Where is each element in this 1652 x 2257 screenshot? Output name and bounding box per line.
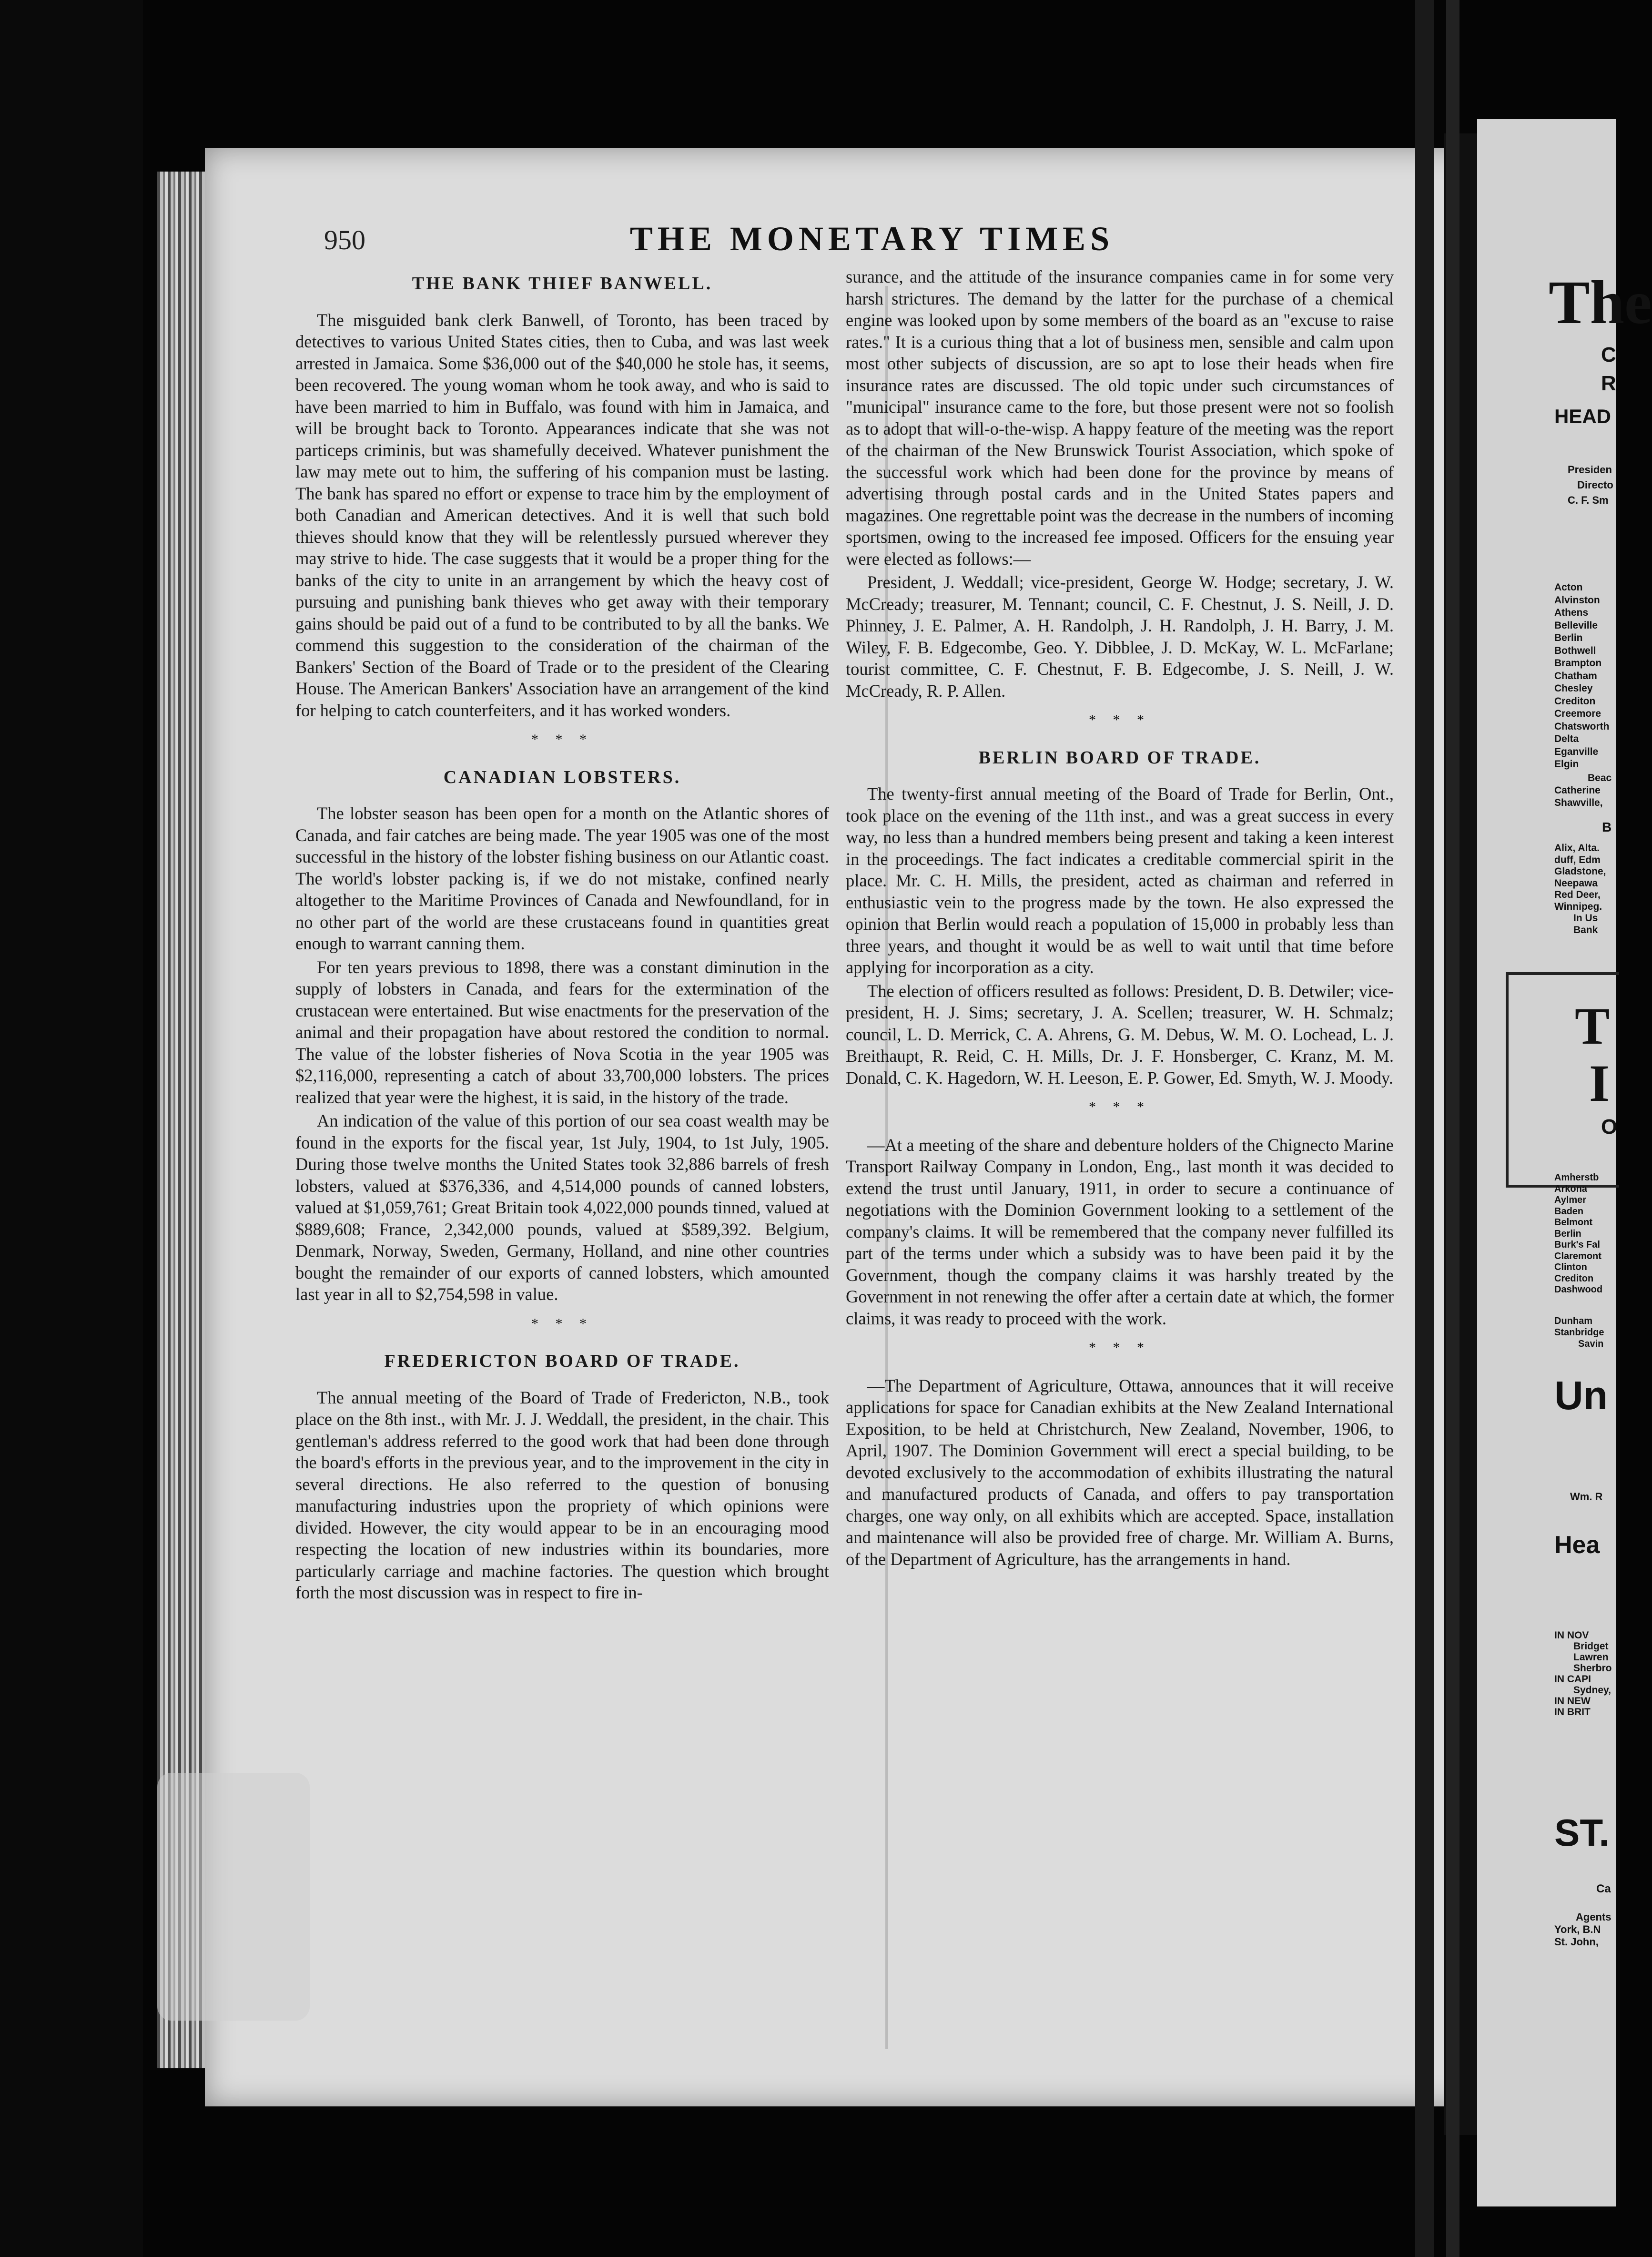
adjacent-branch-list-5	[1554, 1315, 1604, 1350]
article-title-lobsters: CANADIAN LOBSTERS.	[443, 767, 681, 787]
branch: Aylmer	[1554, 1195, 1587, 1205]
article-paragraph: An indication of the value of this portion of our sea coast wealth may be found in the exports for the fiscal year, 1st July, 1904, to 1st July, 1905. During those twelve months the United States took 32,886 barrels of fresh lobsters, valued at $376,336, and 4,514,000 pounds of canned lobsters, valued at $1,059,761; Great Britain took 4,022,000 pounds tinned, valued at $889,608; France, 2,342,000 pounds, valued at $589,392. Belgium, Denmark, Norway, Sweden, Germany, Holland, and nine other countries bought the remainder of our exports of canned lobsters, which amounted last year in all to $2,754,598 in value.	[295, 1111, 829, 1304]
branch: Crediton	[1554, 1273, 1594, 1284]
region: Bridget	[1573, 1641, 1609, 1652]
region: IN CAPI	[1554, 1674, 1591, 1685]
right-column	[846, 266, 1394, 1572]
adjacent-label-b: B	[1602, 820, 1612, 834]
adjacent-region-list	[1554, 1630, 1612, 1718]
section-separator: * * *	[1089, 1340, 1151, 1355]
adjacent-officers	[1568, 462, 1613, 508]
fredericton-officers: President, J. Weddall; vice-president, George W. Hodge; secretary, J. W. McCready; treasurer, M. Tennant; council, C. F. Chestnut, J. S. Neill, J. D. Phinney, J. E. Palmer, A. H. Randolph, J. H. Randolph, J. H. Barry, J. M. Wiley, F. B. Edgecombe, Geo. Y. Dibblee, J. D. McKay, W. L. McFarlane; tourist committee, C. F. Chestnut, F. B. Edgecombe, J. S. Neill, J. W. McCready, R. P. Allen.	[846, 572, 1394, 701]
adjacent-branch-list-3	[1554, 843, 1606, 936]
branch: Acton	[1554, 582, 1583, 593]
adjacent-branch-list-4	[1554, 1172, 1602, 1296]
adjacent-ad-letter: T	[1575, 997, 1610, 1055]
section-separator: * * *	[1089, 1099, 1151, 1115]
article-body-fredericton	[295, 1387, 829, 1604]
page-number: 950	[324, 224, 365, 255]
section-separator: * * *	[531, 1315, 593, 1332]
article-title-berlin: BERLIN BOARD OF TRADE.	[978, 747, 1261, 768]
branch: Alvinston	[1554, 594, 1600, 606]
branch: Winnipeg.	[1554, 901, 1602, 912]
branch: Baden	[1554, 1206, 1584, 1217]
officer-line: C. F. Sm	[1568, 494, 1609, 506]
article-chignecto: —At a meeting of the share and debenture holders of the Chignecto Marine Transport Railway Company in London, Eng., last month it was decided to extend the trust until January, 1911, in order to secure a continuance of negotiations with the Dominion Government looking to a settlement of the company's claims. It will be remembered that the company never fulfilled its part of the terms under which a subsidy was to have been paid it by the Government, though the company claims it was harshly treated by the Government in not renewing the offer after a certain date at which, the former claims, it was ready to proceed with the work.	[846, 1135, 1394, 1328]
branch: Clinton	[1554, 1262, 1587, 1272]
region: Sydney,	[1573, 1685, 1611, 1696]
branch: Savin	[1578, 1339, 1604, 1349]
branch: In Us	[1573, 913, 1598, 924]
adjacent-ad-letter: O	[1601, 1115, 1618, 1139]
branch: Arkona	[1554, 1183, 1587, 1194]
thumb-shadow	[157, 1773, 310, 2021]
branch: Crediton	[1554, 695, 1596, 707]
section-separator: * * *	[531, 732, 593, 747]
branch: Creemore	[1554, 708, 1601, 719]
region: Sherbro	[1573, 1663, 1612, 1674]
branch: Dashwood	[1554, 1284, 1603, 1295]
fredericton-text-end: surance, and the attitude of the insurance companies came in for some very harsh strictures. The demand by the latter for the purchase of a chemical engine was looked upon by some members of the board as an "excuse to raise rates." It is a curious thing that a lot of business men, sensible and calm upon most other subjects of discussion, are so apt to lose their heads when fire insurance rates are discussed. The old topic under such circumstances of "municipal" insurance came to the fore, but those present were not so foolish as to adopt that will-o-the-wisp. A happy feature of the meeting was the report of the chairman of the New Brunswick Tourist Association, which spoke of the successful work which had been done for the province by means of advertising through postal cards and in the United States papers and magazines. One regrettable point was the decrease in the numbers of incoming sportsmen, owing to the increased fee imposed. Officers for the ensuing year were elected as follows:—	[846, 267, 1394, 569]
film-border	[1415, 0, 1434, 2257]
article-agriculture: —The Department of Agriculture, Ottawa, announces that it will receive applications for space for Canadian exhibits at the New Zealand International Exposition, to be held at Christchurch, New Zealand, November, 1906, to April, 1907. The Dominion Government will erect a special building, to be devoted exclusively to the accommodation of exhibits illustrating the natural and manufactured products of Canada, and offers to pay transportation charges, one way only, on all exhibits which are accepted. Space, installation and maintenance will also be provided free of charge. Mr. William A. Burns, of the Department of Agriculture, has the arrangements in hand.	[846, 1375, 1394, 1569]
branch: Bothwell	[1554, 645, 1596, 656]
article-title-fredericton: FREDERICTON BOARD OF TRADE.	[384, 1351, 740, 1371]
fredericton-text-start: The annual meeting of the Board of Trade of Fredericton, N.B., took place on the 8th inst., with Mr. J. J. Weddall, the president, in the chair. This gentleman's address referred to the good work that had been done through the board's efforts in the previous year, and to the improvement in the city in several directions. He also referred to the question of bonusing manufacturing industries upon the propriety of which opinions were divided. However, the city would appear to be in an encouraging mood respecting the location of new industries within its boundaries, more particularly carriage and machine factories. The question which brought forth the most discussion was in respect to fire in-	[295, 1387, 829, 1602]
branch: Berlin	[1554, 632, 1583, 643]
agent-line: York, B.N	[1554, 1923, 1601, 1935]
branch: Chatham	[1554, 670, 1597, 681]
article-body-banwell: The misguided bank clerk Banwell, of Toronto, has been traced by detectives to various United States cities, then to Cuba, and was last week arrested in Jamaica. Some $36,000 out of the $40,000 he stole has, it seems, been recovered. The young woman whom he took away, and who is said to have been married to him in Buffalo, was found with him in Jamaica, and will be brought back to Toronto. Appearances indicate that she was not particeps criminis, but was shamefully deceived. Whatever punishment the law may mete out to him, the suffering of his companion must be lasting. The bank has spared no effort or expense to trace him by the employment of both Canadian and American detectives. And it is well that such bold thieves should know that they will be relentlessly pursued wherever they may strive to hide. The case suggests that it would be a proper thing for the banks of the city to unite in an arrangement by which the heavy cost of pursuing and punishing bank thieves who get away with their temporary gains should be paid out of a fund to be contributed to by all the banks. We commend this suggestion to the consideration of the chairman of the Bankers' Section of the Board of Trade or to the president of the Clearing House. The American Bankers' Association have an arrangement of the kind for helping to catch counterfeiters, and it has worked wonders.	[295, 310, 829, 720]
region: IN BRIT	[1554, 1707, 1591, 1718]
branch: Belleville	[1554, 620, 1598, 631]
branch: Beac	[1588, 773, 1612, 783]
article-paragraph: The twenty-first annual meeting of the Board of Trade for Berlin, Ont., took place on the evening of the 11th inst., and was a great success in every way, no less than a hundred members being present and taking a keen interest in the proceedings. The fact indicates a creditable commercial spirit in the place. Mr. C. H. Mills, the president, acted as chairman and referred in enthusiastic vein to the progress made by the town. He also expressed the opinion that Berlin would reach a population of 15,000 in probably less than three years, and thought it would be as well to wait until that time before applying for incorporation as a city.	[846, 784, 1394, 977]
article-paragraph: The election of officers resulted as follows: President, D. B. Detwiler; vice-president, H. J. Sims; secretary, J. A. Scellen; treasurer, W. H. Schmalz; council, L. D. Merrick, C. A. Ahrens, G. M. Debus, W. M. O. Lochead, L. J. Breithaupt, R. Reid, C. H. Mills, Dr. J. F. Honsberger, C. Kranz, M. M. Donald, C. K. Hagedorn, W. H. Leeson, E. P. Gower, Ed. Smyth, W. J. Moody.	[846, 981, 1394, 1088]
branch: Amherstb	[1554, 1172, 1599, 1183]
adjacent-heading-hea: Hea	[1554, 1531, 1600, 1559]
adjacent-heading-st: ST.	[1554, 1811, 1610, 1854]
branch: Athens	[1554, 607, 1589, 618]
masthead: THE MONETARY TIMES	[629, 220, 1115, 258]
branch: Dunham	[1554, 1316, 1592, 1326]
fredericton-text-continued	[846, 266, 1394, 569]
region: Lawren	[1573, 1652, 1609, 1663]
region: IN NOV	[1554, 1630, 1589, 1641]
article-title-banwell: THE BANK THIEF BANWELL.	[412, 274, 713, 294]
officer-line: Presiden	[1568, 464, 1612, 476]
adjacent-ca: Ca	[1596, 1882, 1611, 1895]
film-border	[1446, 0, 1459, 2257]
page-header	[305, 214, 1439, 262]
adjacent-line-r: R	[1601, 372, 1616, 395]
region: IN NEW	[1554, 1696, 1591, 1707]
branch: Catherine	[1554, 785, 1601, 796]
branch: duff, Edm	[1554, 854, 1601, 865]
article-paragraph: The lobster season has been open for a month on the Atlantic shores of Canada, and fair catches are being made. The year 1905 was one of the most successful in the history of the lobster fishing business on our Atlantic coast. The world's lobster packing is, if we do not mistake, confined nearly altogether to the Maritime Provinces of Canada and Newfoundland, for in no other part of the world are these crustaceans found in quantities great enough to warrant canning them.	[295, 803, 829, 953]
adjacent-title: The	[1549, 268, 1652, 337]
scan-background-left	[0, 0, 143, 2257]
adjacent-line-c: C	[1601, 343, 1616, 366]
branch: Belmont	[1554, 1217, 1592, 1228]
adjacent-ad-letter: I	[1589, 1054, 1610, 1112]
branch: Burk's Fal	[1554, 1240, 1600, 1250]
branch: Chesley	[1554, 683, 1593, 694]
branch: Stanbridge	[1554, 1327, 1604, 1338]
branch: Chatsworth	[1554, 721, 1610, 732]
branch: Alix, Alta.	[1554, 843, 1600, 854]
section-separator: * * *	[1089, 712, 1151, 728]
agent-line: St. John,	[1554, 1936, 1599, 1948]
branch: Eganville	[1554, 746, 1599, 757]
adjacent-heading-un: Un	[1554, 1373, 1608, 1418]
adjacent-wm-r: Wm. R	[1570, 1491, 1603, 1503]
branch: Shawville,	[1554, 797, 1603, 808]
adjacent-branch-list-2	[1554, 772, 1611, 809]
agent-line: Agents	[1576, 1911, 1611, 1923]
branch: Gladstone,	[1554, 866, 1606, 877]
branch: Brampton	[1554, 658, 1602, 669]
adjacent-branch-list-1	[1554, 581, 1610, 771]
officer-line: Directo	[1577, 479, 1613, 491]
adjacent-agents	[1554, 1911, 1611, 1948]
left-column	[295, 264, 829, 1606]
branch: Claremont	[1554, 1250, 1601, 1261]
article-paragraph: For ten years previous to 1898, there was a constant diminution in the supply of lobsters in Canada, and fears for the extermination of the crustacean were entertained. But wise enactments for the preservation of the animal and their propagation have about restored the condition to normal. The value of the lobster fisheries of Nova Scotia in the year 1905 was $2,116,000, representing a catch of about 33,700,000 lobsters. The prices realized that year were the highest, it is said, in the history of the trade.	[295, 957, 829, 1107]
branch: Red Deer,	[1554, 889, 1601, 900]
adjacent-head: HEAD	[1554, 405, 1611, 427]
branch: Bank	[1573, 924, 1598, 935]
branch: Berlin	[1554, 1228, 1581, 1239]
branch: Delta	[1554, 733, 1579, 744]
branch: Elgin	[1554, 759, 1579, 770]
branch: Neepawa	[1554, 877, 1598, 889]
